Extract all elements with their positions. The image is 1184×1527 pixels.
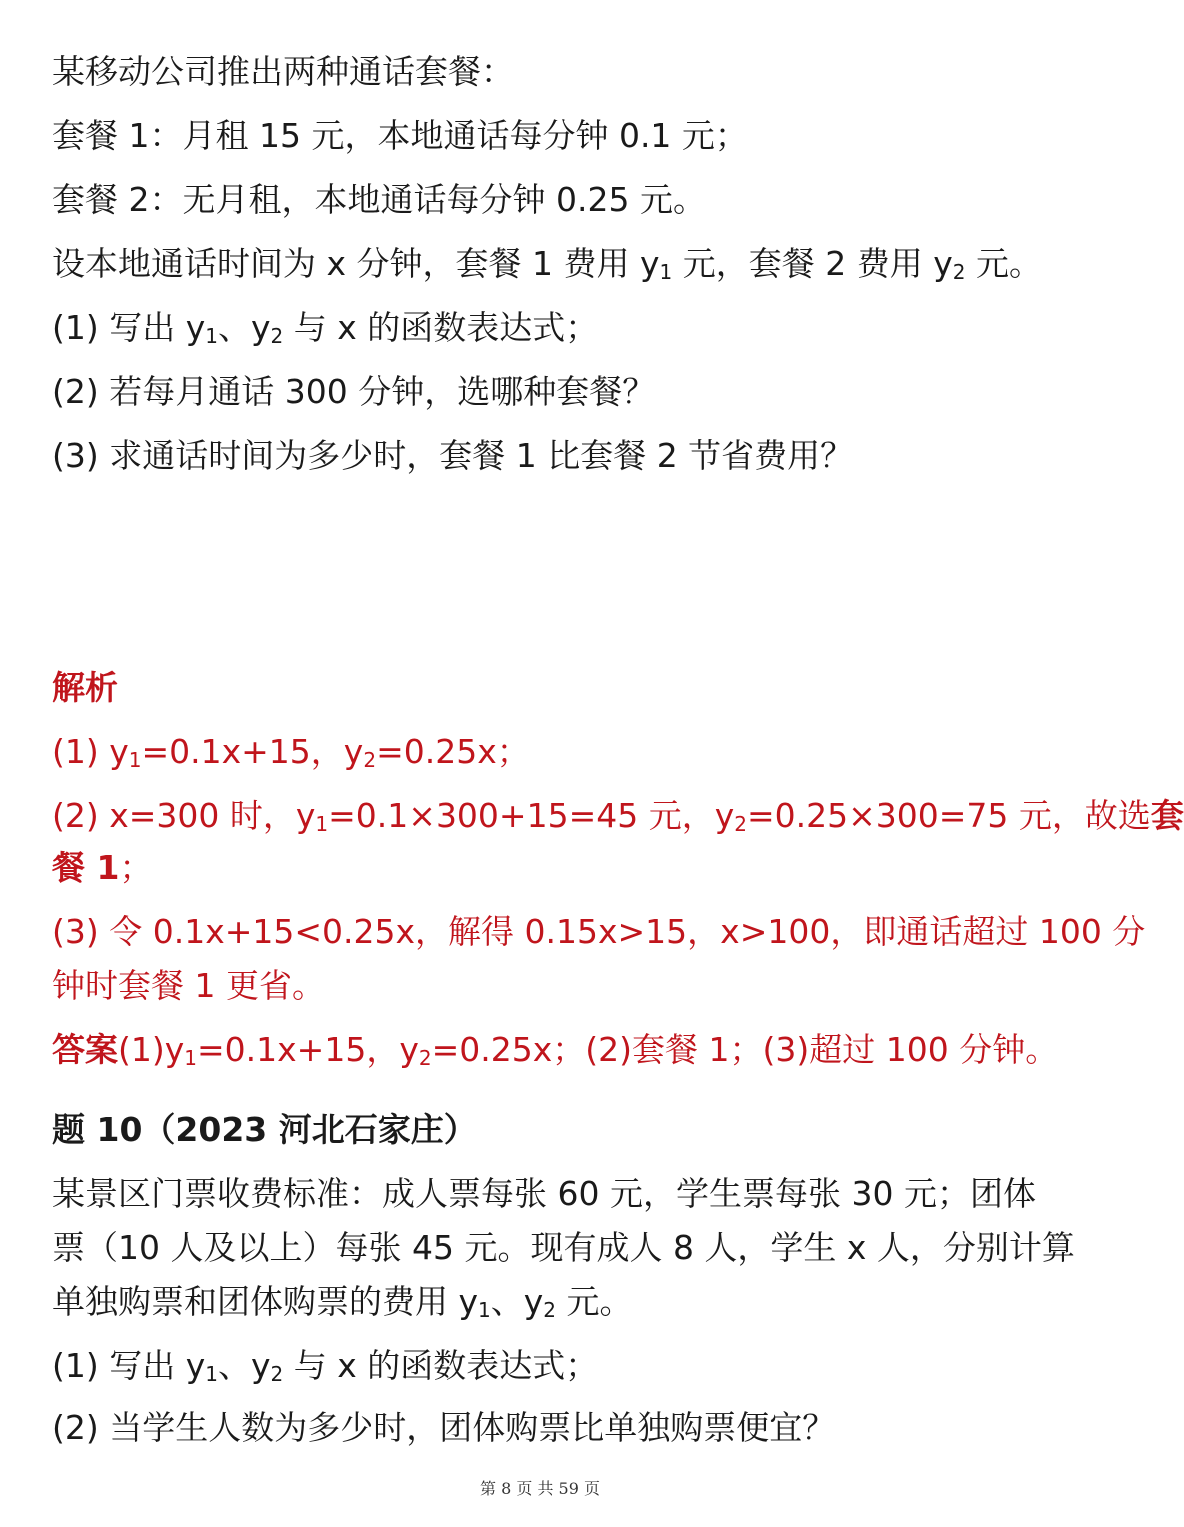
question-2: (2) 若每月通话 300 分钟，选哪种套餐？: [52, 372, 656, 411]
problem-10-question-1: (1) 写出 $y_1$、$y_2$ 与 x 的函数表达式；: [52, 1346, 599, 1386]
page-footer: 第 8 页 共 59 页: [480, 1479, 600, 1498]
problem-10-text-line-2: 票（10 人及以上）每张 45 元。现有成人 8 人，学生 x 人，分别计算: [52, 1228, 1075, 1267]
plan-2-text: 套餐 2：无月租，本地通话每分钟 0.25 元。: [52, 180, 706, 219]
analysis-answer-1: (1) $y_1=0.1x+15$，$y_2=0.25x$；: [52, 732, 530, 772]
problem-10-text-line-1: 某景区门票收费标准：成人票每张 60 元，学生票每张 30 元；团体: [52, 1174, 1036, 1213]
analysis-answer-3-line-1: (3) 令 0.1x+15<0.25x，解得 0.15x>15，x>100，即通话超过 100 分: [52, 912, 1146, 951]
question-1: (1) 写出 $y_1$、$y_2$ 与 x 的函数表达式；: [52, 308, 599, 348]
analysis-answer-3-line-2: 钟时套餐 1 更省。: [52, 966, 325, 1005]
problem-10-text-line-3: 单独购票和团体购票的费用 $y_1$、$y_2$ 元。: [52, 1282, 633, 1322]
problem-intro: 某移动公司推出两种通话套餐：: [52, 52, 514, 91]
analysis-answer-2-line-1: (2) x=300 时，$y_1=0.1\times 300+15=45$ 元，$y_2=0.25\times 300=75$ 元，故选套: [52, 796, 1184, 836]
problem-setup: 设本地通话时间为 x 分钟，套餐 1 费用 $y_1$ 元，套餐 2 费用 $y_2$ 元。: [52, 244, 1042, 284]
problem-10-question-2: (2) 当学生人数为多少时，团体购票比单独购票便宜？: [52, 1408, 836, 1447]
final-answer: 答案$(1)y_1=0.1x+15$，$y_2=0.25x$；(2)套餐 1；(3)超过 100 分钟。: [52, 1030, 1059, 1070]
analysis-answer-2-line-2: 餐 1；: [52, 848, 153, 887]
question-3: (3) 求通话时间为多少时，套餐 1 比套餐 2 节省费用？: [52, 436, 854, 475]
plan-1-text: 套餐 1：月租 15 元，本地通话每分钟 0.1 元；: [52, 116, 748, 155]
problem-10-title: 题 10（2023 河北石家庄）: [52, 1110, 477, 1149]
analysis-heading: 解析: [52, 668, 118, 707]
answer-label: 答案: [52, 1030, 118, 1069]
